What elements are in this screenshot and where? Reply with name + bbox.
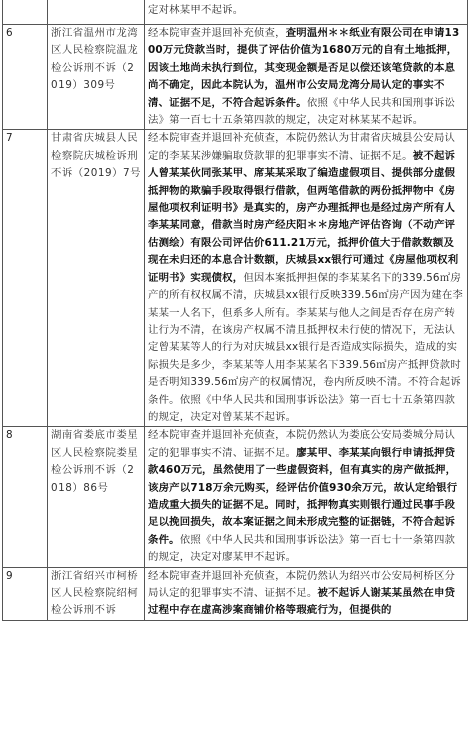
court-document-id: 湖南省娄底市娄星区人民检察院娄星检公诉刑不诉（2018）86号: [48, 427, 145, 567]
case-number: 6: [3, 25, 48, 130]
emphasized-text: 查明温州＊＊纸业有限公司在申请1300万元贷款当时，提供了评估价值为1680万元的自有土地抵押，因该土地尚未执行到位，其变现金额是否足以偿还该笔贷款的本息尚不确定，因此本院认为，温州市公安局龙湾分局认定的事实不清、证据不足，不符合起诉条件。: [148, 27, 460, 109]
reasoning-text: 但因本案抵押担保的李某某名下的339.56㎡房产的所有权权属不清，庆城县xx银行反映339.56㎡房产因为建在李某某一人名下，但系多人所有。李某某与他人之间是否存在房产转让行为不清，在该房产权属不清且抵押权未行使的情况下，无法认定曾某某等人的行为对庆城县xx银行是否造成实际损失，造成的实际损失是多少，李某某等人用李某某名下339.56㎡房产抵押贷款时是否明知339.56㎡房产的权属情况，卷内所反映不清。不符合起诉条件。依照《中华人民共和国刑事诉讼法》第一百七十五条第四款的规定，决定对曾某某不起诉。: [148, 271, 464, 423]
case-number: 9: [3, 567, 48, 620]
table-row: [3, 25, 468, 130]
row-number-cell: [3, 0, 48, 25]
reasoning-text: 经本院审查并退回补充侦查，: [148, 27, 286, 39]
court-cell: [48, 0, 145, 25]
table-row: [3, 130, 468, 427]
reasoning-text: 经本院审查并退回补充侦查，本院仍然认为娄底公安局娄城分局认定的犯罪事实不清、证据不足。: [148, 429, 456, 459]
table-row-fragment: [3, 0, 468, 25]
emphasized-text: 被不起诉人曾某某伙同张某甲、席某某采取了编造虚假项目、提供部分虚假抵押物的欺骗手段取得银行借款，但两笔借款的两份抵押物中《房屋他项权利证明书》是真实的，房产办理抵押也是经过房产所有人李某某同意，借款当时房产经庆阳＊＊房地产评估咨询（不动产评估测绘）有限公司评估价611.21万元，抵押价值大于借款数额及现在未归还的本息合计数额，庆城县xx银行可通过《房屋他项权利证明书》实现债权，: [148, 149, 459, 284]
top-fragment-text: 定对林某甲不起诉。: [145, 0, 468, 25]
case-number: 8: [3, 427, 48, 567]
emphasized-text: 被不起诉人谢某某虽然在申贷过程中存在虚高涉案商铺价格等瑕疵行为，但提供的: [148, 587, 456, 617]
reasoning-text: 依照《中华人民共和国刑事诉讼法》第一百七十五条第四款的规定，决定对林某某不起诉。: [148, 96, 456, 127]
case-table: [2, 0, 468, 621]
court-document-id: 浙江省绍兴市柯桥区人民检察院绍柯检公诉刑不诉: [48, 567, 145, 620]
case-reasoning: [145, 130, 468, 427]
court-document-id: 浙江省温州市龙湾区人民检察院温龙检公诉刑不诉（2019）309号: [48, 25, 145, 130]
emphasized-text: 廖某甲、李某某向银行申请抵押贷款460万元，虽然使用了一些虚假资料，但有真实的房产做抵押，该房产以718万余元购买，经评估价值930余万元，故认定给银行造成重大损失的证据不足。同时，抵押物真实则银行通过民事手段足以挽回损失，故本案证据之间未形成完整的证据链，不符合起诉条件。: [148, 446, 458, 546]
court-document-id: 甘肃省庆城县人民检察院庆城检诉刑不诉（2019）7号: [48, 130, 145, 427]
reasoning-text: 经本院审查并退回补充侦查，本院仍然认为绍兴市公安局柯桥区分局认定的犯罪事实不清、证据不足。: [148, 569, 456, 599]
case-number: 7: [3, 130, 48, 427]
case-reasoning: [145, 25, 468, 130]
table-row: [3, 567, 468, 620]
reasoning-text: 依照《中华人民共和国刑事诉讼法》第一百七十一条第四款的规定，决定对廖某甲不起诉。: [148, 533, 456, 564]
reasoning-text: 经本院审查并退回补充侦查，本院仍然认为甘肃省庆城县公安局认定的李某某涉嫌骗取贷款罪的犯罪事实不清、证据不足。: [148, 132, 456, 162]
table-row: [3, 427, 468, 567]
case-reasoning: [145, 427, 468, 567]
case-reasoning: [145, 567, 468, 620]
